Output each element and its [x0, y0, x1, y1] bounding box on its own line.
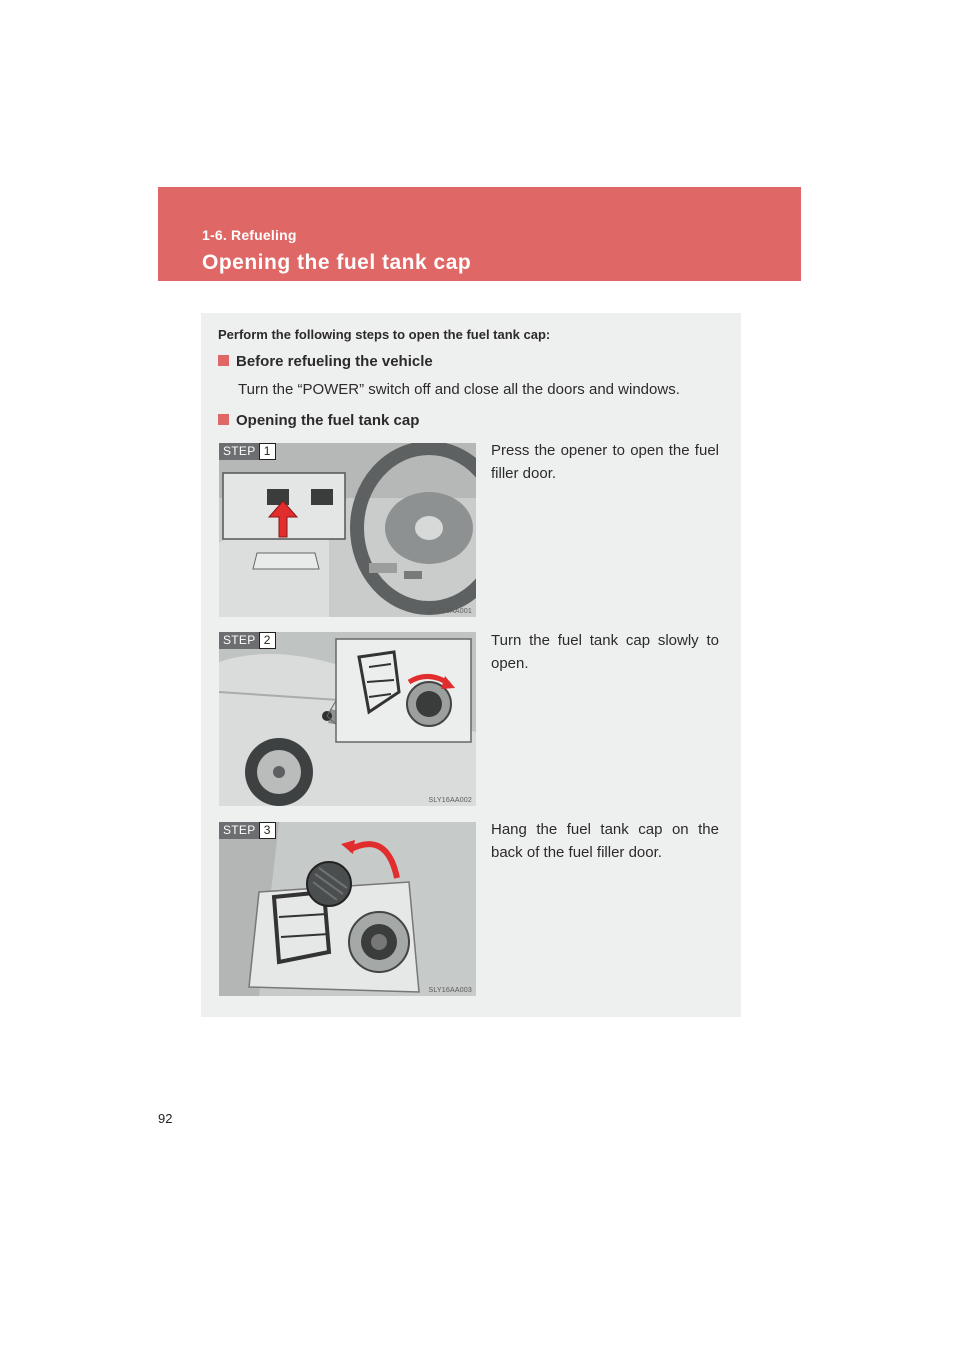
- step-2-text: Turn the fuel tank cap slowly to open.: [491, 632, 719, 672]
- intro-text: Perform the following steps to open the fuel tank cap:: [218, 327, 551, 342]
- dashboard-opener-illustration: [219, 443, 476, 617]
- before-refueling-text: Turn the “POWER” switch off and close all the doors and windows.: [238, 381, 680, 398]
- square-bullet-icon: [218, 414, 229, 425]
- image-code: SLY16AA001: [428, 608, 472, 615]
- cap-hanging-illustration: [219, 822, 476, 996]
- content-panel: [201, 313, 741, 1017]
- subhead-opening-label: Opening the fuel tank cap: [236, 412, 420, 429]
- step-1-text: Press the opener to open the fuel filler door.: [491, 442, 719, 482]
- step-badge-word: STEP: [219, 822, 259, 839]
- step-badge: [219, 822, 276, 839]
- step-badge-number: 2: [259, 632, 276, 649]
- image-code: SLY16AA002: [428, 797, 472, 804]
- step-badge-word: STEP: [219, 443, 259, 460]
- step-badge-number: 1: [259, 443, 276, 460]
- subhead-before-refueling-label: Before refueling the vehicle: [236, 353, 433, 370]
- square-bullet-icon: [218, 355, 229, 366]
- step-badge-number: 3: [259, 822, 276, 839]
- step-badge-word: STEP: [219, 632, 259, 649]
- step-2-illustration: [219, 632, 476, 806]
- step-3-text: Hang the fuel tank cap on the back of the fuel filler door.: [491, 821, 719, 861]
- car-rear-fuel-door-illustration: [219, 632, 476, 806]
- step-badge: [219, 443, 276, 460]
- page-number: 92: [158, 1111, 173, 1126]
- subhead-opening: [218, 412, 419, 429]
- step-badge: [219, 632, 276, 649]
- subhead-before-refueling: [218, 353, 433, 370]
- step-1-illustration: [219, 443, 476, 617]
- page-title: Opening the fuel tank cap: [202, 251, 472, 274]
- section-label: 1-6. Refueling: [202, 227, 297, 243]
- image-code: SLY16AA003: [428, 987, 472, 994]
- header-band: [158, 187, 801, 281]
- step-3-illustration: [219, 822, 476, 996]
